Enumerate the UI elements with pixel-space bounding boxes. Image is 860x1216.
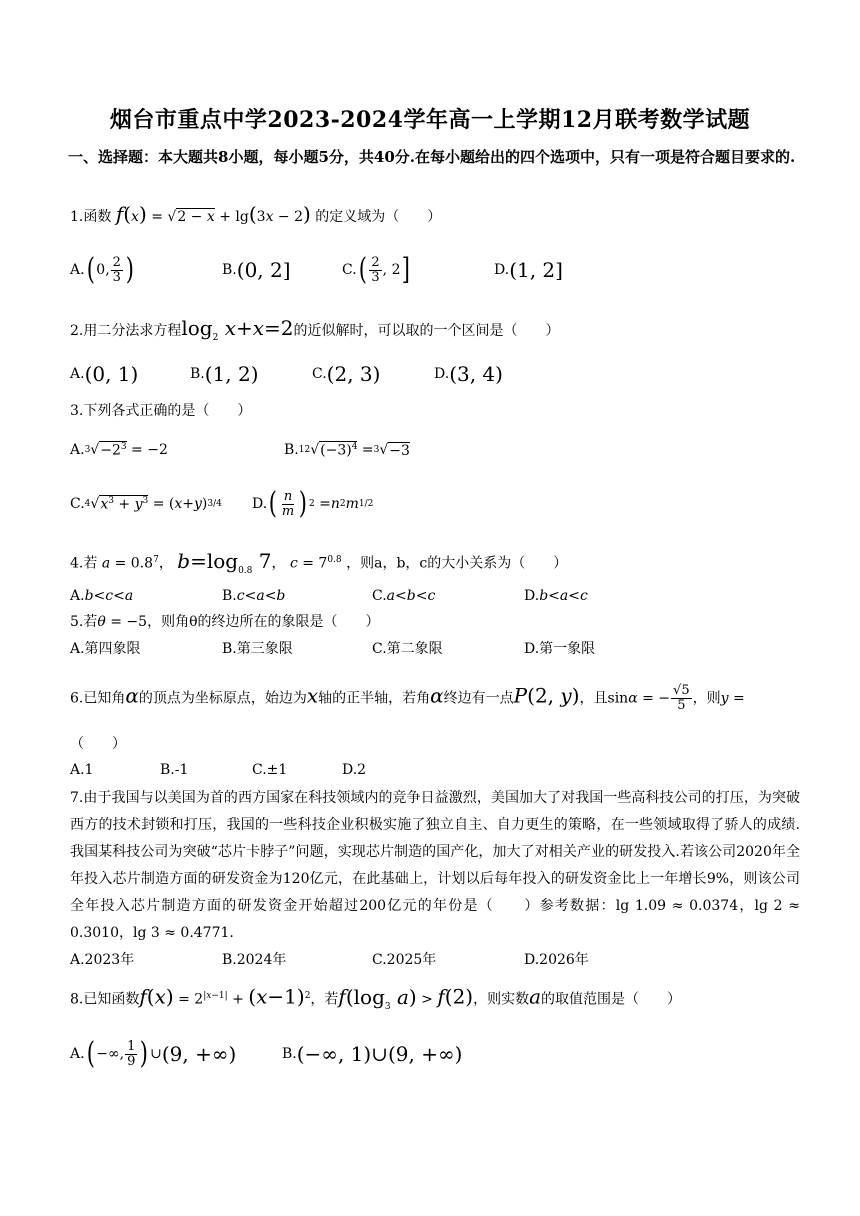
- option-a[interactable]: A. ( −∞, $\frac{1}{9}$ ) ∪ (9, +∞): [70, 1036, 237, 1071]
- question-2: 2.用二分法求方程$\log_2 x+x=2$的近似解时，可以取的一个区间是（ ）: [70, 316, 560, 343]
- option-a[interactable]: A. 3 √ $-2^3$ = −2: [70, 442, 168, 459]
- option-c[interactable]: C. a < b < c: [372, 588, 436, 604]
- option-b[interactable]: B. (1, 2): [190, 362, 259, 386]
- question-6-blank: （ ）: [70, 736, 126, 752]
- option-c[interactable]: C.第二象限: [372, 641, 443, 657]
- option-c[interactable]: C.2025年: [372, 952, 437, 968]
- option-b[interactable]: B. c < a < b: [222, 588, 286, 604]
- option-d[interactable]: D.第一象限: [524, 641, 596, 657]
- option-a[interactable]: A. b < c < a: [70, 588, 134, 604]
- option-b[interactable]: B. ( 0, 2 ]: [222, 258, 291, 282]
- option-c[interactable]: C. ( $\frac{2}{3}$ , 2 ]: [342, 252, 411, 287]
- option-a[interactable]: A.2023年: [70, 952, 135, 968]
- question-8: 8.已知函数$f(x) = 2^{|x-1|} + (x-1)^2$，若$f(\log_3$ a) > f(2)，则实数a的取值范围是（ ）: [70, 984, 682, 1012]
- option-b[interactable]: B. 12 √ $(-3)^4$ = 3 √ −3: [284, 442, 410, 459]
- option-b[interactable]: B.2024年: [222, 952, 287, 968]
- section-heading: 一、选择题：本大题共8小题，每小题5分，共40分.在每小题给出的四个选项中，只有一项是符合题目要求的.: [68, 148, 796, 166]
- option-b[interactable]: B.-1: [160, 762, 189, 778]
- option-d[interactable]: D. ( $\frac{n}{m}$ ) 2 = n 2 m 1/2: [252, 486, 374, 521]
- option-b[interactable]: B. (−∞, 1)∪(9, +∞): [282, 1042, 463, 1066]
- option-b[interactable]: B.第三象限: [222, 641, 293, 657]
- option-a[interactable]: A.1: [70, 762, 94, 778]
- question-1: 1.函数 f(x) = √2 − x + lg(3x − 2) 的定义域为（ ）: [70, 202, 442, 226]
- option-d[interactable]: D.2: [342, 762, 367, 778]
- option-c[interactable]: C.±1: [252, 762, 288, 778]
- page-title: 烟台市重点中学2023-2024学年高一上学期12月联考数学试题: [109, 107, 751, 133]
- question-3: 3.下列各式正确的是（ ）: [70, 403, 252, 419]
- question-5: 5.若θ = −5，则角θ的终边所在的象限是（ ）: [70, 614, 380, 630]
- option-d[interactable]: D.2026年: [524, 952, 589, 968]
- option-a[interactable]: A.第四象限: [70, 641, 141, 657]
- option-c[interactable]: C. 4 √ $x^3 + y^3$ = ( x + y ) 3/4: [70, 496, 222, 513]
- option-a[interactable]: A. (0, 1): [70, 362, 139, 386]
- question-7: 7.由于我国与以美国为首的西方国家在科技领域内的竞争日益激烈，美国加大了对我国一些高科技公司的打压，为突破西方的技术封锁和打压，我国的一些科技企业积极实施了独立自主、自力更生的策略，在一些领域取得了骄人的成绩.我国某科技公司为突破“芯片卡脖子”问题，实现芯片制造的国产化，加大了对相关产业的研发投入.若该公司2020年全年投入芯片制造方面的研发资金为120亿元，在此基础上，计划以后每年投入的研发资金比上一年增长9%，则该公司全年投入芯片制造方面的研发资金开始超过200亿元的年份是（ ）参考数据：lg 1.09 ≈ 0.0374，lg 2 ≈ 0.3010，lg 3 ≈ 0.4771.: [70, 790, 800, 941]
- option-d[interactable]: D. (3, 4): [434, 362, 503, 386]
- option-c[interactable]: C. (2, 3): [312, 362, 381, 386]
- option-d[interactable]: D. b < a < c: [524, 588, 588, 604]
- question-6: 6.已知角α的顶点为坐标原点，始边为x轴的正半轴，若角α终边有一点P(2, y)，且sinα = − $\frac{√5}{5}$ ，则y =: [70, 683, 745, 713]
- option-a[interactable]: A. ( 0, $\frac{2}{3}$ ): [70, 252, 134, 287]
- option-d[interactable]: D. (1, 2]: [494, 258, 563, 282]
- question-4: 4.若 $a = 0.8^7$， $b=\log_{0.8}$ 7， $c = 7^{0.8}$ ，则a，b，c的大小关系为（ ）: [70, 548, 568, 576]
- reference-data: lg 1.09 ≈ 0.0374，lg 2 ≈ 0.3010，lg 3 ≈ 0.4771.: [70, 898, 800, 941]
